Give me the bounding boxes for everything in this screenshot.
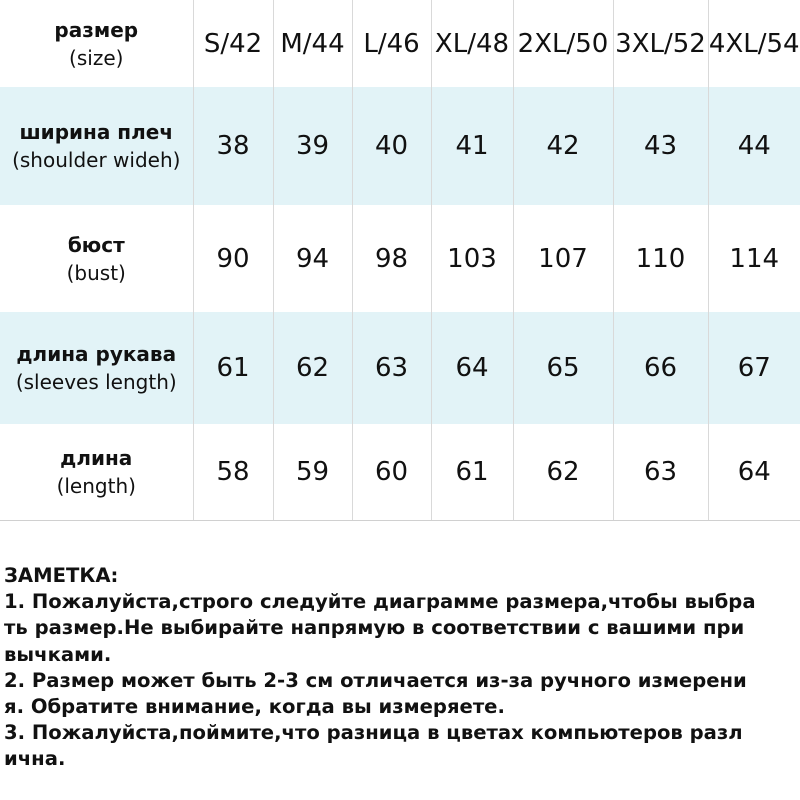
value-cell: 62	[513, 424, 613, 520]
row-label-ru: длина рукава	[16, 342, 177, 366]
value-cell: 110	[613, 205, 708, 312]
value-cell: 62	[273, 312, 352, 424]
row-label-en: (length)	[56, 473, 136, 498]
table-row	[0, 87, 800, 205]
size-header: S/42	[193, 0, 273, 87]
note-line: вычками.	[4, 642, 112, 666]
value-cell: 63	[613, 424, 708, 520]
table-row	[0, 205, 800, 312]
header-label-en: (size)	[69, 45, 124, 70]
value-cell: 59	[273, 424, 352, 520]
value-cell: 64	[708, 424, 800, 520]
value-cell: 66	[613, 312, 708, 424]
row-label-cell	[0, 205, 193, 312]
note-line: 2. Размер может быть 2-3 см отличается из-за ручного измерени	[4, 668, 747, 692]
size-header: 4XL/54	[708, 28, 800, 59]
value-cell: 61	[193, 312, 273, 424]
value-cell: 67	[708, 312, 800, 424]
header-row	[0, 0, 800, 87]
row-label-en: (sleeves length)	[15, 370, 177, 394]
table-row	[0, 424, 800, 520]
table-row	[0, 312, 800, 424]
value-cell: 64	[431, 312, 513, 424]
value-cell: 42	[513, 87, 613, 205]
value-cell: 98	[352, 205, 431, 312]
note-line: 3. Пожалуйста,поймите,что разница в цветах компьютеров разл	[4, 721, 743, 745]
value-cell: 90	[193, 205, 273, 312]
note-line: 1. Пожалуйста,строго следуйте диаграмме размера,чтобы выбра	[4, 590, 756, 614]
size-header: XL/48	[431, 0, 513, 87]
value-cell: 114	[729, 243, 780, 274]
row-label-ru: длина	[60, 445, 133, 470]
note-line: ична.	[4, 747, 66, 771]
header-label-cell	[0, 0, 193, 87]
value-cell: 65	[513, 312, 613, 424]
size-header: 3XL/52	[613, 0, 708, 87]
value-cell: 39	[273, 87, 352, 205]
row-label-en: (shoulder wideh)	[12, 148, 181, 172]
row-label-cell	[0, 87, 193, 205]
value-cell: 38	[193, 87, 273, 205]
row-label-cell	[0, 312, 193, 424]
header-label-ru: размер	[54, 17, 139, 42]
note-line: ть размер.Не выбирайте напрямую в соответствии с вашими при	[4, 616, 745, 640]
size-header: M/44	[273, 0, 352, 87]
value-cell: 61	[431, 424, 513, 520]
value-cell: 40	[352, 87, 431, 205]
value-cell: 103	[431, 205, 513, 312]
row-label-ru: ширина плеч	[19, 120, 174, 144]
value-cell: 44	[708, 87, 800, 205]
notes-title: ЗАМЕТКА:	[4, 564, 119, 587]
size-header: 2XL/50	[513, 0, 613, 87]
notes-block	[4, 563, 798, 773]
row-label-cell	[0, 424, 193, 520]
size-header: L/46	[352, 0, 431, 87]
note-line: я. Обратите внимание, когда вы измеряете.	[4, 695, 505, 719]
value-cell: 43	[613, 87, 708, 205]
value-cell: 63	[352, 312, 431, 424]
row-label-en: (bust)	[66, 260, 126, 285]
value-cell: 60	[352, 424, 431, 520]
value-cell: 94	[273, 205, 352, 312]
value-cell: 58	[193, 424, 273, 520]
row-label-ru: бюст	[67, 232, 125, 257]
value-cell: 107	[513, 205, 613, 312]
value-cell: 41	[431, 87, 513, 205]
